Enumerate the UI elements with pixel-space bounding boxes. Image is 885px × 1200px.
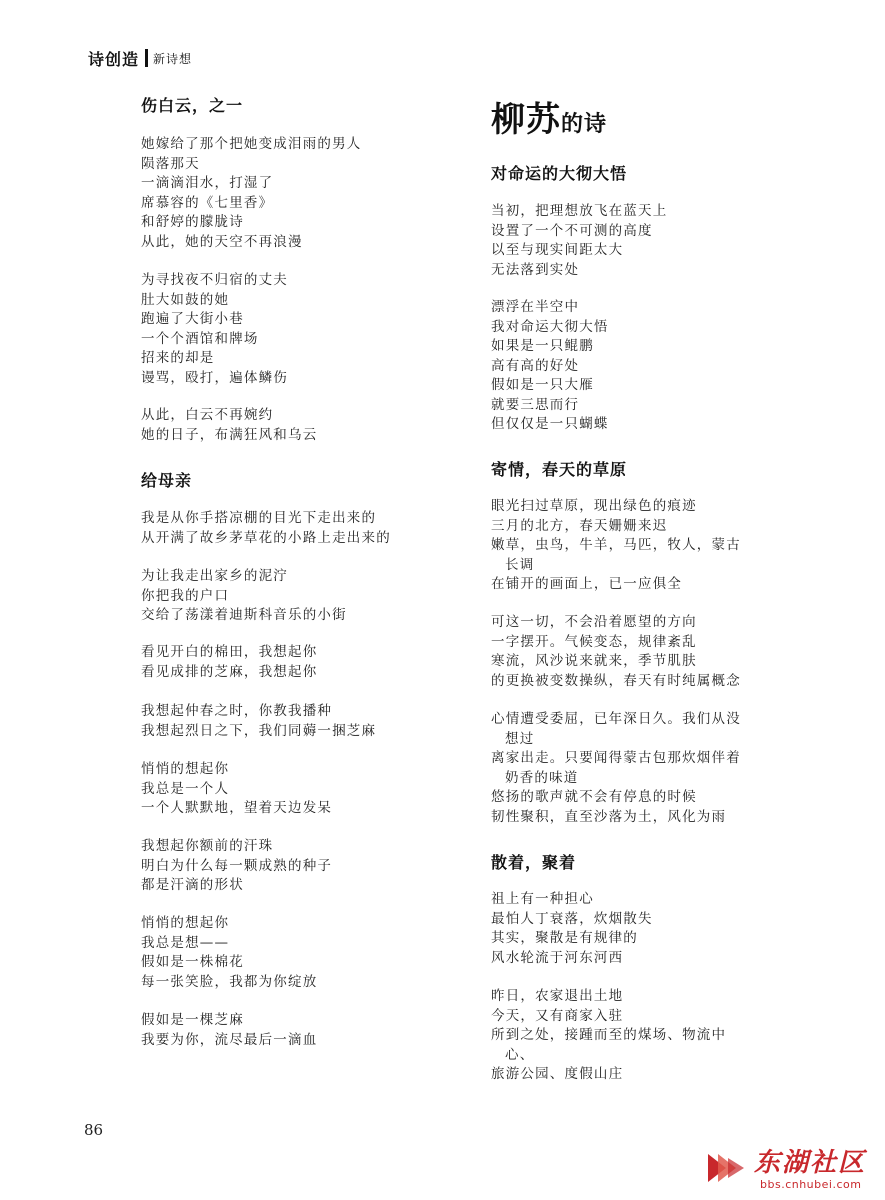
poem-line: 韧性聚积，直至沙落为土，风化为雨 [491,808,727,825]
poem-line: 眼光扫过草原，现出绿色的痕迹 [491,498,697,514]
stanza [141,509,391,548]
watermark-logo-icon [704,1148,748,1188]
poem-line: 一个人默默地，望着天边发呆 [141,800,333,816]
poem-line: 昨日，农家退出土地 [491,988,624,1004]
poem-line: 心情遭受委屈，已年深日久。我们从没 [491,711,741,727]
stanza [491,710,741,827]
poem-line: 高有高的好处 [491,357,580,374]
poem-line: 都是汗滴的形状 [141,877,244,893]
stanza [491,202,667,280]
poem-line: 招来的却是 [141,350,215,366]
poem-line: 你把我的户口 [141,587,230,604]
poem-line: 漂浮在半空中 [491,299,580,315]
poem-line: 我对命运大彻大悟 [491,318,609,335]
poem-line: 风水轮流于河东河西 [491,949,624,966]
poem-line: 的更换被变数操纵，春天有时纯属概念 [491,672,741,689]
poem-line: 她嫁给了那个把她变成泪雨的男人 [141,136,362,152]
poem-line: 所到之处，接踵而至的煤场、物流中 [491,1027,727,1043]
poem-line: 以至与现实间距太大 [491,242,624,258]
poem-line: 为寻找夜不归宿的丈夫 [141,272,288,288]
watermark-url: bbs.cnhubei.com [760,1178,862,1191]
poem-line: 其实，聚散是有规律的 [491,930,638,946]
page-number: 86 [84,1121,104,1139]
poem-line: 无法落到实处 [491,261,580,278]
poem-line: 但仅仅是一只蝴蝶 [491,416,609,432]
poem-line: 明白为什么每一颗成熟的种子 [141,857,333,874]
stanza [141,837,332,896]
poem-line: 长调 [505,556,535,573]
poem-line: 悄悄的想起你 [141,761,230,777]
poem-line: 一个个酒馆和牌场 [141,330,259,347]
poem-line: 就要三思而行 [491,396,580,413]
stanza [141,760,332,819]
author-suffix: 的诗 [561,111,608,137]
magazine-title: 诗创造 [88,49,140,69]
magazine-header [88,46,192,70]
poem-line: 可这一切，不会沿着愿望的方向 [491,614,697,630]
watermark-text: 东湖社区 [754,1148,867,1178]
poem-line: 谩骂，殴打，遍体鳞伤 [141,369,288,386]
poem-line: 三月的北方，春天姗姗来迟 [491,517,668,534]
poem-title: 对命运的大彻大悟 [491,164,628,183]
poem-line: 从此，白云不再婉约 [141,407,274,423]
poem-line: 我想起你额前的汗珠 [141,838,274,854]
poem-line: 每一张笑脸，我都为你绽放 [141,973,318,990]
poem-line: 今天，又有商家入驻 [491,1007,624,1024]
poem-line: 从开满了故乡茅草花的小路上走出来的 [141,529,391,546]
poem-title: 寄情，春天的草原 [491,460,628,479]
poem-line: 如果是一只鲲鹏 [491,338,594,354]
poem-line: 悠扬的歌声就不会有停息的时候 [491,789,697,805]
poem-line: 最怕人丁衰落，炊烟散失 [491,910,653,927]
poem-line: 假如是一棵芝麻 [141,1012,244,1028]
poem-title: 伤白云，之一 [141,96,244,115]
poem-line: 和舒婷的朦胧诗 [141,214,244,230]
poem-line: 我要为你，流尽最后一滴血 [141,1031,318,1048]
stanza [141,643,317,682]
poem-line: 嫩草，虫鸟，牛羊，马匹，牧人，蒙古 [491,537,741,553]
poem-line: 离家出走。只要闻得蒙古包那炊烟伴着 [491,750,741,766]
poem-line: 我总是想—— [141,934,230,951]
poem-line: 旅游公园、度假山庄 [491,1066,624,1082]
poem-line: 席慕容的《七里香》 [141,194,274,211]
poem-line: 寒流，风沙说来就来，季节肌肤 [491,653,697,669]
stanza [491,298,609,435]
poem-title: 散着，聚着 [491,853,577,872]
poem-line: 奶香的味道 [505,769,579,786]
poem-line: 她的日子，布满狂风和乌云 [141,426,318,443]
poem-line: 悄悄的想起你 [141,915,230,931]
stanza [141,135,362,252]
poem-line: 一字摆开。气候变态，规律紊乱 [491,633,697,650]
poem-line: 交给了荡漾着迪斯科音乐的小街 [141,607,347,623]
poem-line: 陨落那天 [141,155,200,172]
poem-line: 在铺开的画面上，已一应俱全 [491,576,683,592]
stanza [491,890,653,968]
poem-line: 假如是一株棉花 [141,954,244,970]
poem-line: 我想起烈日之下，我们同薅一捆芝麻 [141,722,377,739]
stanza [141,702,376,741]
watermark [700,1140,880,1195]
stanza [141,406,317,445]
column-title: 新诗想 [153,51,193,66]
stanza [491,613,741,691]
poem-line: 我是从你手搭凉棚的目光下走出来的 [141,510,377,526]
poem-line: 看见成排的芝麻，我想起你 [141,663,318,680]
poem-line: 一滴滴泪水，打湿了 [141,175,274,191]
poem-line: 想过 [505,730,535,747]
poem-line: 假如是一只大雁 [491,377,594,393]
stanza [141,567,347,626]
stanza [491,987,726,1085]
author-name: 柳苏 [491,100,561,140]
poem-line: 肚大如鼓的她 [141,291,230,308]
stanza [491,497,741,595]
poem-title: 给母亲 [141,471,193,490]
poem-line: 我想起仲春之时，你教我播种 [141,703,333,719]
poem-line: 跑遍了大街小巷 [141,311,244,327]
poem-line: 从此，她的天空不再浪漫 [141,233,303,250]
poem-line: 我总是一个人 [141,780,230,797]
poem-line: 祖上有一种担心 [491,891,594,907]
poem-line: 当初，把理想放飞在蓝天上 [491,203,668,219]
stanza [141,1011,317,1050]
stanza [141,914,317,992]
poem-line: 设置了一个不可测的高度 [491,222,653,239]
poem-line: 心、 [505,1046,535,1063]
poem-line: 看见开白的棉田，我想起你 [141,644,318,660]
poem-line: 为让我走出家乡的泥泞 [141,568,288,584]
header-divider [145,49,148,67]
author-heading [491,92,607,141]
stanza [141,271,288,388]
